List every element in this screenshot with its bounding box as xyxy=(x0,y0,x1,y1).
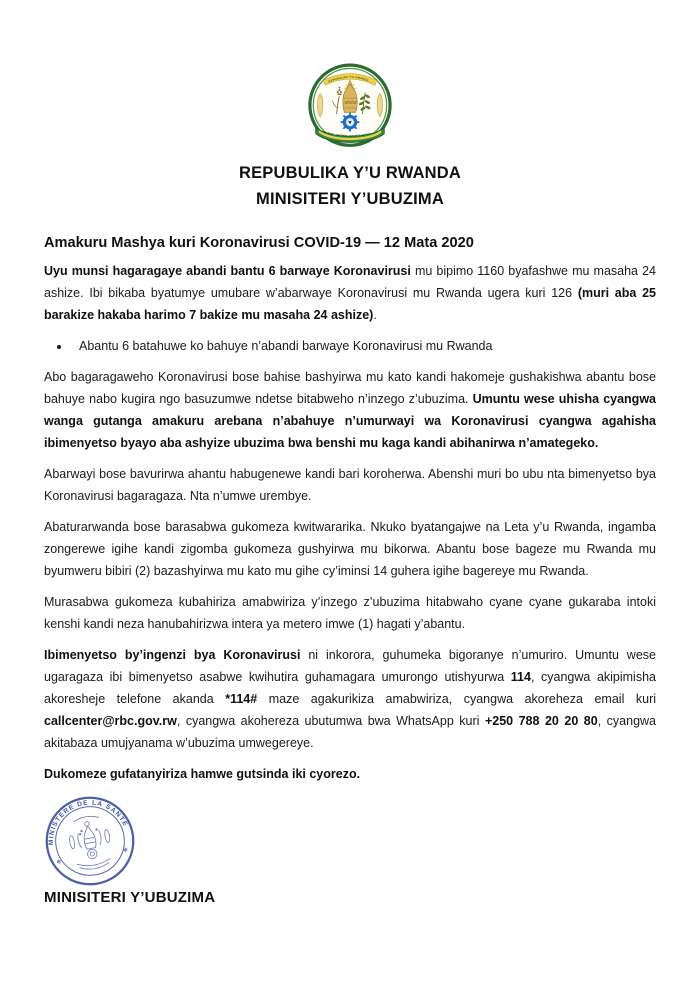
text-segment: Murasabwa gukomeza kubahiriza amabwiriza y’inzego z’ubuzima hitabwaho cyane cyane gukaraba intoki kenshi kandi neza hanubahirizwa intera ya metero imwe (1) hagati y’abantu. xyxy=(44,595,656,631)
emblem-banner-text: REPUBULIKA Y'U RWANDA xyxy=(328,75,370,84)
bold-text-segment: 114 xyxy=(510,670,531,684)
text-segment: Abo bagaragaweho Koronavirusi bose bahise bashyirwa mu kato kandi hakomeje gushakishwa abantu bose bahuye nabo kugira ngo basuzumwe ndetse bitabweho n’inzego z’ubuzima. xyxy=(44,370,656,406)
stamp-ring-text: MINISTERE DE LA SANTE xyxy=(47,799,129,846)
stamp-container xyxy=(43,794,137,888)
emblem-cog xyxy=(341,113,360,132)
document-title: Amakuru Mashya kuri Koronavirusi COVID-19 — 12 Mata 2020 xyxy=(44,235,474,251)
republic-title: REPUBULIKA Y’U RWANDA xyxy=(238,164,462,182)
bold-text-segment: Ibimenyetso by’ingenzi bya Koronavirusi xyxy=(44,648,301,662)
text-segment: mu bipimo 1160 byafashwe mu masaha 24 ashize. Ibi bikaba byatumye umubare w’abarwaye Koronavirusi mu Rwanda ugera kuri 126 xyxy=(44,264,656,300)
bold-text-segment: (muri aba 25 barakize hakaba harimo 7 bakize mu masaha 24 ashize) xyxy=(44,286,656,322)
text-segment: maze agakurikiza amabwiriza, cyangwa akoreheza email kuri xyxy=(257,692,657,706)
footer-ministry-name: MINISITERI Y’UBUZIMA xyxy=(44,889,216,906)
text-segment: Abantu 6 batahuwe ko bahuye n’abandi barwaye Koronavirusi mu Rwanda xyxy=(79,339,493,353)
emblem-motto-text: UBUMWE - UMURIMO - GUKUNDA IGIHUGU xyxy=(323,131,372,138)
paragraph xyxy=(44,591,656,635)
bold-text-segment: *114# xyxy=(225,692,258,706)
paragraph xyxy=(44,763,656,785)
stamp-emblem-sketch xyxy=(66,813,115,872)
bullet-item xyxy=(71,335,656,357)
document-body xyxy=(44,260,656,785)
text-segment: Abaturarwanda bose barasabwa gukomeza kwitwararika. Nkuko byatangajwe na Leta y’u Rwanda, ingamba zongerewe igihe kandi zigomba gukomeza gushyirwa mu bikorwa. Abantu bose bageze mu Rwanda mu byumweru bibiri (2) bazashyirwa mu kato mu gihe cy’iminsi 14 guhera igihe bagereye mu Rwanda. xyxy=(44,520,656,578)
bold-text-segment: callcenter@rbc.gov.rw xyxy=(44,714,177,728)
paragraph xyxy=(44,463,656,507)
paragraph xyxy=(44,366,656,454)
rwanda-coat-of-arms-icon xyxy=(301,59,399,155)
stamp-star-right: ✻ xyxy=(122,847,129,855)
text-segment: ni inkorora, guhumeka bigoranye n’umuriro. Umuntu wese ugaragaza ibi bimenyetso asabwe kwihutira guhamagara umurongo utishyurwa xyxy=(44,648,656,684)
bold-text-segment: Dukomeze gufatanyiriza hamwe gutsinda iki cyorezo. xyxy=(44,767,361,781)
text-segment: , cyangwa akitabaza umujyanama w’ubuzima umwegereye. xyxy=(44,714,656,750)
paragraph xyxy=(44,644,656,754)
ministry-stamp-icon xyxy=(36,787,145,896)
paragraph xyxy=(44,260,656,326)
stamp-star-left: ✻ xyxy=(56,859,62,866)
ministry-title: MINISITERI Y’UBUZIMA xyxy=(256,190,444,208)
paragraph xyxy=(44,516,656,582)
emblem-container xyxy=(44,0,656,155)
text-segment: Abarwayi bose bavurirwa ahantu habugenewe kandi bari koroherwa. Abenshi muri bo ubu nta bimenyetso bya Koronavirusi bagaragaza. Nta n’umwe urembye. xyxy=(44,467,656,503)
text-segment: , cyangwa akipimisha akoresheje telefone akanda xyxy=(44,670,656,706)
bold-text-segment: Uyu munsi hagaragaye abandi bantu 6 barwaye Koronavirusi xyxy=(44,264,411,278)
bold-text-segment: Umuntu wese uhisha cyangwa wanga gutanga amakuru arebana n’abahuye n’umurwayi wa Koronavirusi cyangwa agahisha ibimenyetso byayo aba ashyize ubuzima bwa benshi mu kaga kandi abihanirwa n’amategeko. xyxy=(44,392,656,450)
bullet-list xyxy=(44,335,656,357)
bold-text-segment: +250 788 20 20 80 xyxy=(484,714,598,728)
text-segment: . xyxy=(373,308,377,322)
text-segment: , cyangwa akohereza ubutumwa bwa WhatsApp kuri xyxy=(176,714,485,728)
